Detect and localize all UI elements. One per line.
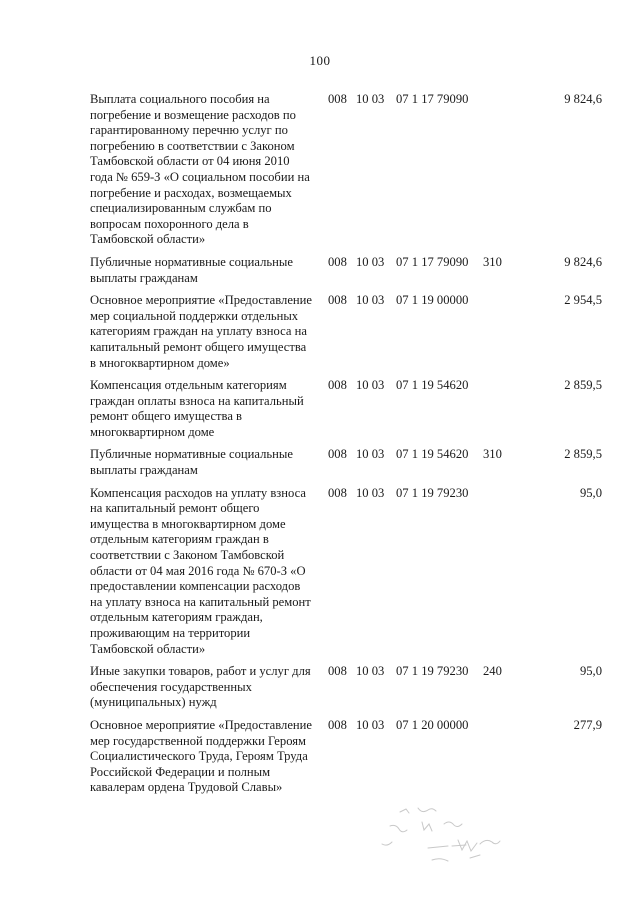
row-sum: 9 824,6 — [564, 254, 602, 269]
glv-code: 008 — [328, 254, 347, 269]
row-name: Основное мероприятие «Предоставление мер государственной поддержки Героям Социалистического Труда, Героям Труда Российской Федерации и полным кавалерам ордена Трудовой Славы» — [90, 717, 312, 795]
glv-code: 008 — [328, 447, 347, 462]
row-sum: 95,0 — [579, 664, 602, 679]
section-code: 10 03 — [356, 447, 385, 462]
table-row — [90, 664, 602, 711]
section-code: 10 03 — [356, 664, 385, 679]
glv-code: 008 — [328, 717, 347, 732]
expense-type-code: 310 — [483, 254, 502, 269]
handwritten-signature — [360, 800, 520, 870]
expense-type-code — [482, 92, 532, 248]
row-name: Компенсация отдельным категориям граждан оплаты взноса на капитальный ремонт общего имущества в многоквартирном доме — [90, 378, 304, 439]
glv-code: 008 — [328, 485, 347, 500]
expense-type-code: 310 — [483, 447, 502, 462]
target-article-code: 07 1 19 54620 — [396, 447, 469, 462]
row-name: Публичные нормативные социальные выплаты гражданам — [90, 447, 293, 478]
row-sum: 277,9 — [573, 717, 602, 732]
table-row — [90, 255, 602, 286]
section-code: 10 03 — [356, 92, 385, 106]
row-sum: 95,0 — [579, 485, 602, 500]
row-name: Иные закупки товаров, работ и услуг для обеспечения государственных (муниципальных) нужд — [90, 664, 311, 710]
row-sum: 9 824,6 — [564, 92, 602, 106]
table-row — [90, 447, 602, 478]
table-row — [90, 378, 602, 440]
row-name: Выплата социального пособия на погребение и возмещение расходов по гарантированному перечню услуг по погребению в соответствии с Законом Тамбовской области от 04 июня 2010 года № 659-З «О социальном пособии на погребение и расходах, возмещаемых специализированным службам по вопросам похоронного дела в Тамбовской области» — [90, 92, 310, 247]
target-article-code: 07 1 17 79090 — [396, 254, 469, 269]
budget-table — [90, 92, 602, 803]
page-number: 100 — [309, 53, 331, 68]
row-sum: 2 859,5 — [564, 378, 602, 393]
target-article-code: 07 1 19 79230 — [396, 485, 469, 500]
row-sum: 2 954,5 — [564, 293, 602, 308]
section-code: 10 03 — [356, 254, 385, 269]
glv-code: 008 — [328, 664, 347, 679]
table-row — [90, 293, 602, 371]
target-article-code: 07 1 20 00000 — [396, 717, 469, 732]
target-article-code: 07 1 19 00000 — [396, 293, 469, 308]
target-article-code: 07 1 19 79230 — [396, 664, 469, 679]
expense-type-code — [482, 378, 532, 440]
section-code: 10 03 — [356, 378, 385, 393]
expense-type-code — [482, 293, 532, 371]
section-code: 10 03 — [356, 293, 385, 308]
section-code: 10 03 — [356, 485, 385, 500]
row-name: Компенсация расходов на уплату взноса на капитальный ремонт общего имущества в многоквартирном доме отдельным категориям граждан в соответствии с Законом Тамбовской области от 04 мая 2016 года № 670-З «О предоставлении компенсации расходов на уплату взноса на капитальный ремонт отдельным категориям граждан, проживающим на территории Тамбовской области» — [90, 485, 311, 656]
glv-code: 008 — [328, 293, 347, 308]
expense-type-code: 240 — [483, 664, 502, 679]
table-row — [90, 718, 602, 796]
target-article-code: 07 1 17 79090 — [396, 92, 469, 106]
row-name: Основное мероприятие «Предоставление мер социальной поддержки отдельных категориям граждан на уплату взноса на капитальный ремонт общего имущества в многоквартирном доме» — [90, 293, 312, 370]
table-row — [90, 92, 602, 248]
row-name: Публичные нормативные социальные выплаты гражданам — [90, 254, 293, 285]
expense-type-code — [482, 486, 532, 658]
table-row — [90, 486, 602, 658]
glv-code: 008 — [328, 378, 347, 393]
section-code: 10 03 — [356, 717, 385, 732]
glv-code: 008 — [328, 92, 347, 106]
row-sum: 2 859,5 — [564, 447, 602, 462]
expense-type-code — [482, 718, 532, 796]
target-article-code: 07 1 19 54620 — [396, 378, 469, 393]
